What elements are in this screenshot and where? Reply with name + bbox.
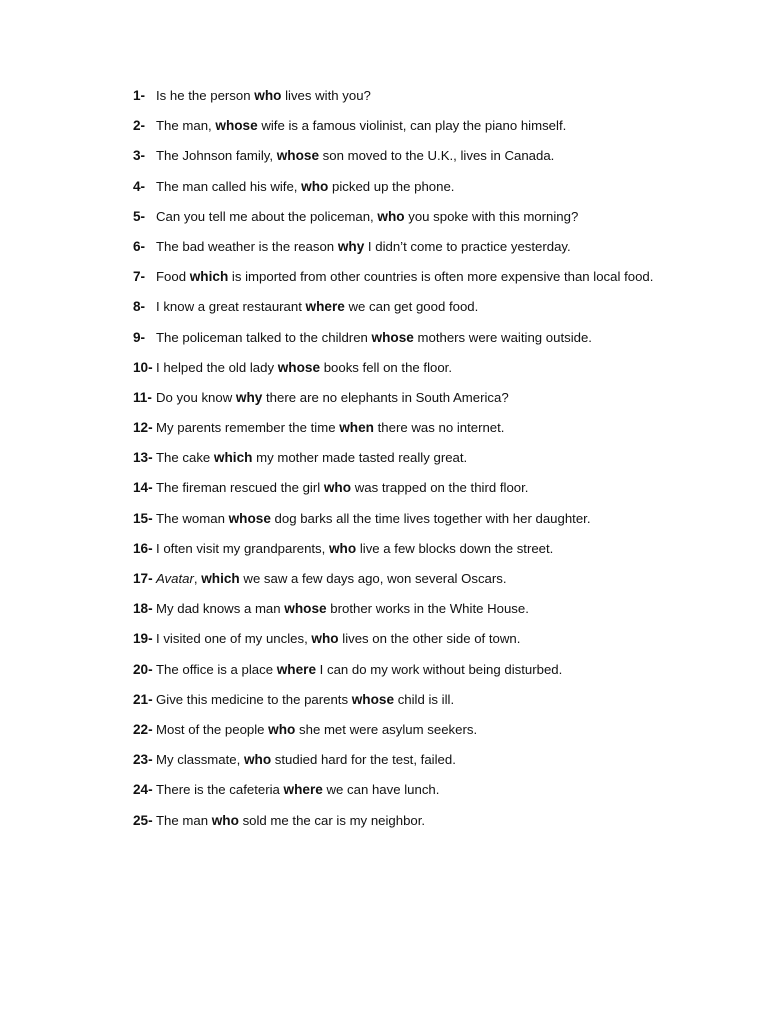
sentence-after: lives on the other side of town. (338, 631, 521, 647)
item-number: 20- (133, 661, 153, 677)
relative-pronoun: who (268, 721, 296, 737)
item-number: 8- (133, 299, 146, 315)
sentence-before: I often visit my grandparents, (156, 540, 329, 556)
sentence-text (156, 176, 673, 197)
item-number: 2- (133, 118, 146, 134)
sentence-after: we can get good food. (344, 299, 479, 315)
sentence-after: my mother made tasted really great. (252, 450, 468, 466)
sentence-after: she met were asylum seekers. (295, 721, 478, 737)
sentence-text (156, 447, 673, 468)
sentence-text (156, 779, 673, 800)
sentence-before: The bad weather is the reason (156, 238, 338, 254)
list-item (133, 538, 673, 559)
sentence-text (156, 749, 673, 770)
item-number: 16- (133, 540, 153, 556)
item-number: 6- (133, 238, 146, 254)
sentence-text (156, 659, 673, 680)
relative-pronoun: whose (351, 691, 395, 707)
relative-pronoun: whose (277, 359, 321, 375)
sentence-text (156, 628, 673, 649)
relative-pronoun: who (301, 178, 329, 194)
item-number: 25- (133, 812, 153, 828)
list-item (133, 810, 673, 831)
item-number: 19- (133, 631, 153, 647)
sentence-after: child is ill. (394, 691, 455, 707)
sentence-before: Can you tell me about the policeman, (156, 208, 378, 224)
relative-pronoun: which (201, 571, 240, 586)
sentence-text (156, 568, 673, 589)
item-number: 11- (133, 389, 152, 405)
list-item (133, 236, 673, 257)
list-item (133, 749, 673, 770)
relative-pronoun: who (377, 208, 405, 224)
item-number: 12- (133, 420, 153, 436)
item-number: 18- (133, 601, 153, 617)
list-item (133, 357, 673, 378)
sentence-before: I visited one of my uncles, (156, 631, 312, 647)
relative-pronoun: who (311, 631, 339, 647)
sentence-text (156, 296, 673, 317)
relative-pronoun: where (305, 299, 345, 315)
sentence-before: My dad knows a man (156, 601, 285, 617)
item-number: 22- (133, 721, 153, 737)
sentence-after: mothers were waiting outside. (413, 329, 592, 345)
list-item (133, 145, 673, 166)
list-item (133, 327, 673, 348)
list-item (133, 689, 673, 710)
sentence-before: My classmate, (156, 752, 244, 768)
list-item (133, 568, 673, 589)
list-item (133, 508, 673, 529)
relative-pronoun: who (243, 752, 272, 768)
sentence-after: studied hard for the test, failed. (271, 752, 456, 768)
relative-pronoun: which (213, 450, 253, 466)
item-number: 7- (133, 269, 146, 285)
list-item (133, 387, 673, 408)
sentence-after: was trapped on the third floor. (351, 480, 529, 496)
sentence-text (156, 719, 673, 740)
item-number: 14- (133, 480, 153, 496)
italic-title: Avatar (156, 571, 194, 586)
sentence-after: live a few blocks down the street. (356, 540, 554, 556)
item-number: 24- (133, 782, 153, 798)
relative-pronoun: which (189, 269, 229, 285)
item-number: 9- (133, 329, 146, 345)
sentence-after: sold me the car is my neighbor. (238, 812, 426, 828)
sentence-text (156, 266, 673, 287)
sentence-after: there are no elephants in South America? (262, 389, 509, 405)
sentence-before: , (193, 571, 202, 586)
item-number: 21- (133, 691, 153, 707)
sentence-text (156, 689, 673, 710)
item-number: 1- (133, 88, 146, 103)
item-number: 4- (133, 178, 146, 194)
list-item (133, 447, 673, 468)
item-number: 5- (133, 208, 146, 224)
sentence-before: Most of the people (156, 721, 269, 737)
sentence-text (156, 145, 673, 166)
relative-pronoun: who (254, 88, 282, 103)
sentence-before: There is the cafeteria (156, 782, 284, 798)
sentence-before: The fireman rescued the girl (156, 480, 324, 496)
relative-pronoun: whose (215, 118, 258, 134)
item-number: 15- (133, 510, 153, 526)
sentence-after: we can have lunch. (322, 782, 440, 798)
sentence-text (156, 477, 673, 498)
sentence-after: I didn’t come to practice yesterday. (364, 238, 571, 254)
sentence-before: The policeman talked to the children (156, 329, 372, 345)
sentence-text (156, 508, 673, 529)
sentence-text (156, 417, 673, 438)
relative-pronoun: whose (371, 329, 414, 345)
sentence-text (156, 387, 673, 408)
item-number: 17- (133, 571, 153, 586)
sentence-before: Give this medicine to the parents (156, 691, 352, 707)
sentence-after: brother works in the White House. (326, 601, 529, 617)
sentence-after: lives with you? (281, 88, 371, 103)
relative-pronoun: who (211, 812, 239, 828)
sentence-text (156, 357, 673, 378)
list-item (133, 206, 673, 227)
relative-pronoun: whose (228, 510, 271, 526)
sentence-after: dog barks all the time lives together with her daughter. (270, 510, 591, 526)
list-item (133, 296, 673, 317)
sentence-after: is imported from other countries is often more expensive than local food. (228, 269, 654, 285)
sentence-text (156, 327, 673, 348)
sentence-before: The Johnson family, (156, 148, 277, 164)
list-item (133, 176, 673, 197)
relative-pronoun: who (323, 480, 352, 496)
sentence-text (156, 810, 673, 831)
sentence-after: we saw a few days ago, won several Oscars. (239, 571, 507, 586)
relative-pronoun: why (235, 389, 263, 405)
list-item (133, 115, 673, 136)
list-item (133, 659, 673, 680)
list-item (133, 628, 673, 649)
list-item (133, 85, 673, 106)
item-number: 23- (133, 752, 153, 768)
sentence-after: books fell on the floor. (320, 359, 452, 375)
sentence-before: The cake (156, 450, 214, 466)
sentence-before: I helped the old lady (156, 359, 278, 375)
list-item (133, 477, 673, 498)
sentence-before: Is he the person (156, 88, 255, 103)
list-item (133, 779, 673, 800)
sentence-before: The man, (156, 118, 216, 134)
sentence-before: The man (156, 812, 212, 828)
sentence-before: My parents remember the time (156, 420, 340, 436)
sentence-before: The man called his wife, (156, 178, 302, 194)
sentence-before: The office is a place (156, 661, 277, 677)
sentence-text (156, 598, 673, 619)
sentence-after: picked up the phone. (328, 178, 455, 194)
sentence-after: you spoke with this morning? (404, 208, 579, 224)
sentence-after: I can do my work without being disturbed. (316, 661, 563, 677)
sentence-after: there was no internet. (373, 420, 505, 436)
relative-pronoun: where (276, 661, 317, 677)
sentence-before: I know a great restaurant (156, 299, 306, 315)
sentence-before: The woman (156, 510, 229, 526)
sentence-before: Do you know (156, 389, 236, 405)
list-item (133, 598, 673, 619)
list-item (133, 719, 673, 740)
item-number: 13- (133, 450, 153, 466)
sentence-text (156, 115, 673, 136)
sentence-text (156, 236, 673, 257)
relative-pronoun: who (328, 540, 357, 556)
item-number: 3- (133, 148, 146, 164)
sentence-before: Food (156, 269, 190, 285)
sentence-text (156, 206, 673, 227)
sentence-after: wife is a famous violinist, can play the piano himself. (257, 118, 567, 134)
sentence-text (156, 538, 673, 559)
item-number: 10- (133, 359, 153, 375)
relative-pronoun: why (337, 238, 365, 254)
relative-pronoun: where (283, 782, 323, 798)
relative-pronoun: whose (276, 148, 320, 164)
sentence-list (133, 85, 673, 840)
list-item (133, 417, 673, 438)
list-item (133, 266, 673, 287)
sentence-text (156, 85, 673, 106)
relative-pronoun: whose (284, 601, 327, 617)
sentence-after: son moved to the U.K., lives in Canada. (319, 148, 555, 164)
relative-pronoun: when (339, 420, 374, 436)
